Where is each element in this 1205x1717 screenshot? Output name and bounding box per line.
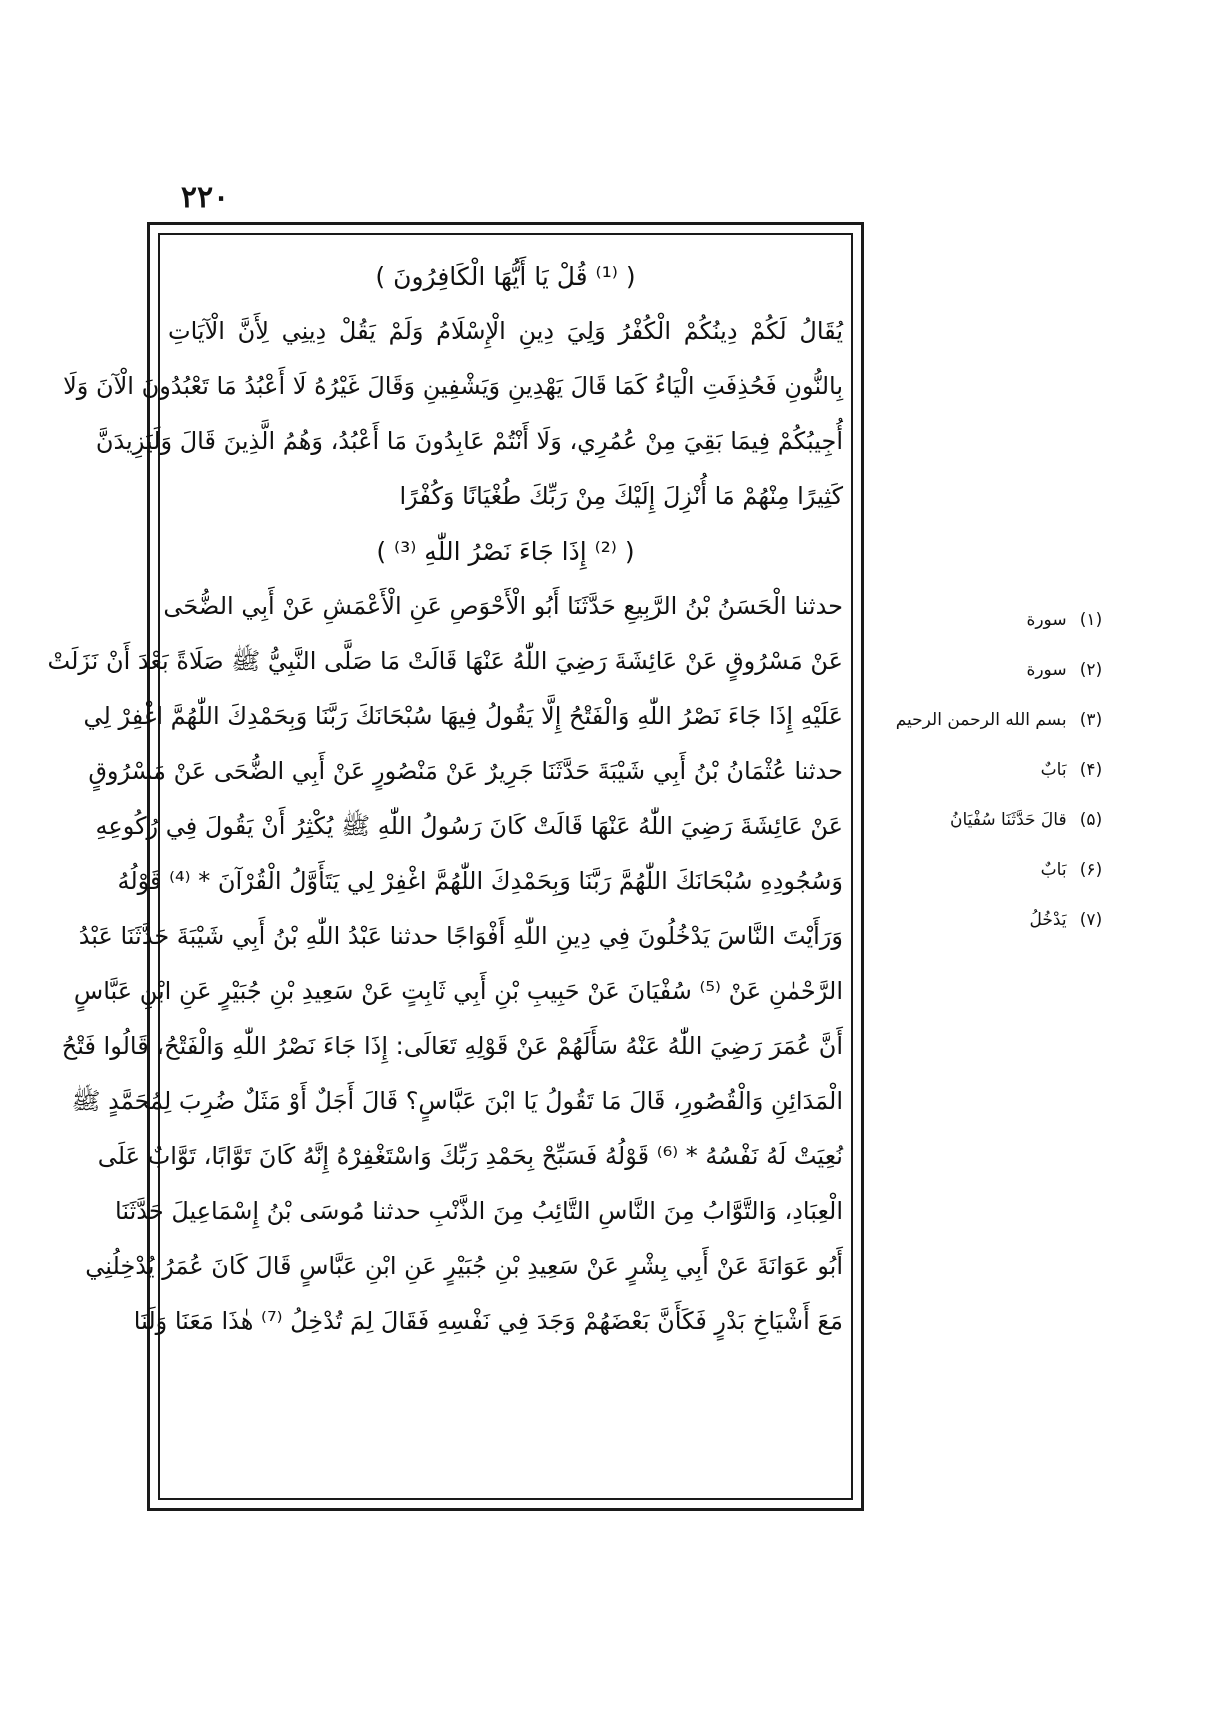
footnote-text: بَابٌ	[1040, 760, 1067, 780]
footnote-number: (۱)	[1079, 610, 1103, 630]
text-line: الرَّحْمٰنِ عَنْ ⁽⁵⁾ سُفْيَانَ عَنْ حَبِيبِ بْنِ أَبِي ثَابِتٍ عَنْ سَعِيدِ بْنِ جُبَيْرٍ عَنِ ابْنِ عَبَّاسٍ	[73, 977, 843, 1005]
text-line: الْعِبَادِ، وَالتَّوَّابُ مِنَ النَّاسِ التَّائِبُ مِنَ الذَّنْبِ حدثنا مُوسَى بْنُ إِسْمَاعِيلَ حَدَّثَنَا	[115, 1197, 843, 1225]
footnote-7	[870, 900, 1110, 940]
surah-heading-nasr: ( ⁽²⁾ إِذَا جَاءَ نَصْرُ اللّٰهِ ⁽³⁾ )	[376, 537, 635, 566]
footnote-number: (۳)	[1079, 710, 1103, 730]
text-line: عَنْ عَائِشَةَ رَضِيَ اللّٰهُ عَنْهَا قَالَتْ كَانَ رَسُولُ اللّٰهِ ﷺ يُكْثِرُ أَنْ يَقُولَ فِي رُكُوعِهِ	[95, 812, 843, 840]
footnote-text: سورة	[1026, 660, 1067, 680]
footnote-number: (۴)	[1079, 760, 1103, 780]
footnote-text: سورة	[1026, 610, 1067, 630]
text-line: كَثِيرًا مِنْهُمْ مَا أُنْزِلَ إِلَيْكَ مِنْ رَبِّكَ طُغْيَانًا وَكُفْرًا	[399, 482, 843, 510]
footnote-1	[870, 600, 1110, 640]
text-line: مَعَ أَشْيَاخِ بَدْرٍ فَكَأَنَّ بَعْضَهُمْ وَجَدَ فِي نَفْسِهِ فَقَالَ لِمَ تُدْخِلُ ⁽⁷⁾ هٰذَا مَعَنَا وَلَنَا	[133, 1307, 843, 1335]
text-line: حدثنا عُثْمَانُ بْنُ أَبِي شَيْبَةَ حَدَّثَنَا جَرِيرٌ عَنْ مَنْصُورٍ عَنْ أَبِي الضُّحَى عَنْ مَسْرُوقٍ	[88, 757, 843, 785]
text-line: بِالنُّونِ فَحُذِفَتِ الْيَاءُ كَمَا قَالَ يَهْدِينِ وَيَشْفِينِ وَقَالَ غَيْرُهُ لَا أَعْبُدُ مَا تَعْبُدُونَ الْآنَ وَلَا	[63, 372, 843, 400]
footnote-3	[870, 700, 1110, 740]
text-line: أُجِيبُكُمْ فِيمَا بَقِيَ مِنْ عُمُرِي، وَلَا أَنْتُمْ عَابِدُونَ مَا أَعْبُدُ، وَهُمُ الَّذِينَ قَالَ وَلَيَزِيدَنَّ	[95, 427, 843, 455]
footnote-text: قالَ حَدَّثَنَا سُفْيَانُ	[950, 810, 1067, 830]
footnote-text: بسم الله الرحمن الرحيم	[895, 710, 1067, 730]
footnote-2	[870, 650, 1110, 690]
text-line: نُعِيَتْ لَهُ نَفْسُهُ * ⁽⁶⁾ قَوْلُهُ فَسَبِّحْ بِحَمْدِ رَبِّكَ وَاسْتَغْفِرْهُ إِنَّهُ كَانَ تَوَّابًا، تَوَّابٌ عَلَى	[97, 1142, 843, 1170]
footnote-6	[870, 850, 1110, 890]
text-line: عَلَيْهِ إِذَا جَاءَ نَصْرُ اللّٰهِ وَالْفَتْحُ إِلَّا يَقُولُ فِيهَا سُبْحَانَكَ رَبَّنَا وَبِحَمْدِكَ اللّٰهُمَّ اغْفِرْ لِي	[83, 702, 843, 730]
text-line: حدثنا الْحَسَنُ بْنُ الرَّبِيعِ حَدَّثَنَا أَبُو الْأَحْوَصِ عَنِ الْأَعْمَشِ عَنْ أَبِي الضُّحَى	[163, 592, 843, 620]
main-text-block	[47, 249, 843, 1349]
footnote-5	[870, 800, 1110, 840]
footnote-number: (۶)	[1079, 860, 1103, 880]
page-number: ۲۲۰	[180, 180, 230, 215]
footnote-number: (۵)	[1079, 810, 1103, 830]
text-frame	[47, 222, 864, 1511]
text-line: الْمَدَائِنِ وَالْقُصُورِ، قَالَ مَا تَقُولُ يَا ابْنَ عَبَّاسٍ؟ قَالَ أَجَلٌ أَوْ مَثَلٌ ضُرِبَ لِمُحَمَّدٍ ﷺ	[71, 1087, 843, 1115]
surah-heading-kafirun: ( ⁽¹⁾ قُلْ يَا أَيُّهَا الْكَافِرُونَ )	[375, 262, 636, 291]
text-line: عَنْ مَسْرُوقٍ عَنْ عَائِشَةَ رَضِيَ اللّٰهُ عَنْهَا قَالَتْ مَا صَلَّى النَّبِيُّ ﷺ صَلَاةً بَعْدَ أَنْ نَزَلَتْ	[47, 647, 843, 675]
footnote-number: (۷)	[1079, 910, 1103, 930]
text-line: يُقَالُ لَكُمْ دِينُكُمْ الْكُفْرُ وَلِيَ دِينِ الْإِسْلَامُ وَلَمْ يَقُلْ دِينِي لِأَنَّ الْآيَاتِ	[168, 317, 843, 345]
text-line: أَبُو عَوَانَةَ عَنْ أَبِي بِشْرٍ عَنْ سَعِيدِ بْنِ جُبَيْرٍ عَنِ ابْنِ عَبَّاسٍ قَالَ كَانَ عُمَرُ يُدْخِلُنِي	[85, 1252, 843, 1280]
text-line: وَرَأَيْتَ النَّاسَ يَدْخُلُونَ فِي دِينِ اللّٰهِ أَفْوَاجًا حدثنا عَبْدُ اللّٰهِ بْنُ أَبِي شَيْبَةَ حَدَّثَنَا عَبْدُ	[78, 922, 843, 950]
footnote-4	[870, 750, 1110, 790]
text-line: وَسُجُودِهِ سُبْحَانَكَ اللّٰهُمَّ رَبَّنَا وَبِحَمْدِكَ اللّٰهُمَّ اغْفِرْ لِي يَتَأَوَّلُ الْقُرْآنَ * ⁽⁴⁾ قَوْلُهُ	[117, 867, 843, 895]
footnote-text: يَدْخُلُ	[1029, 910, 1067, 930]
marginal-footnotes	[870, 600, 1110, 950]
footnote-text: بَابٌ	[1040, 860, 1067, 880]
footnote-number: (۲)	[1079, 660, 1103, 680]
text-line: أَنَّ عُمَرَ رَضِيَ اللّٰهُ عَنْهُ سَأَلَهُمْ عَنْ قَوْلِهِ تَعَالَى: إِذَا جَاءَ نَصْرُ اللّٰهِ وَالْفَتْحُ، قَالُوا فَتْحُ	[61, 1032, 843, 1060]
